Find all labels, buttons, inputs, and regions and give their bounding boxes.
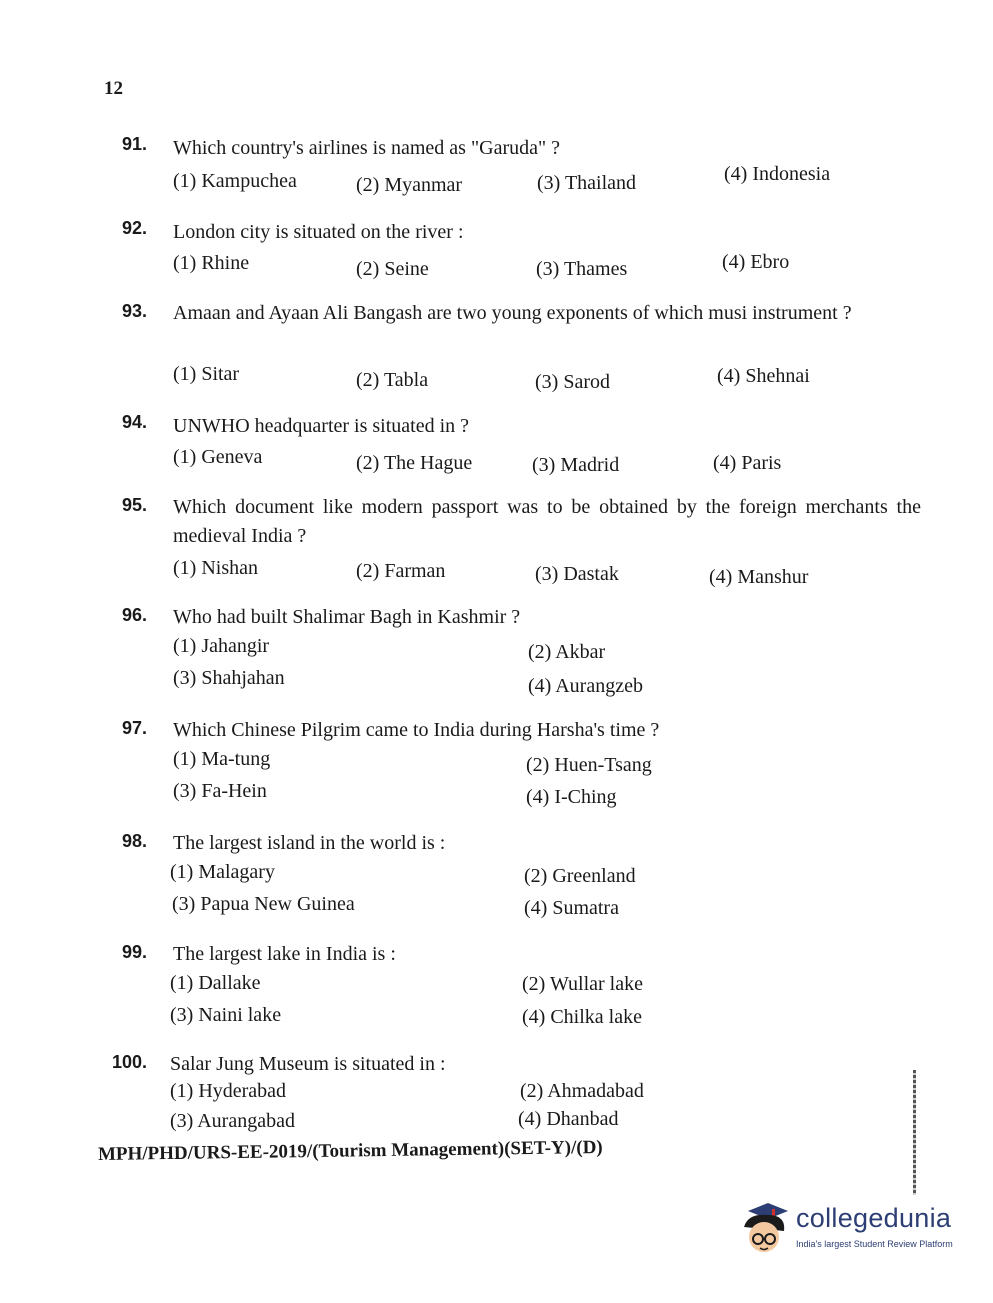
- brand-name: collegedunia: [796, 1203, 952, 1233]
- option-2: (2) The Hague: [356, 452, 473, 474]
- option-3: (3) Thailand: [537, 172, 637, 194]
- option-4: (4) I-Ching: [526, 786, 617, 808]
- option-2: (2) Myanmar: [356, 174, 463, 196]
- question-number: 92.: [122, 218, 148, 238]
- question-number: 94.: [122, 412, 148, 432]
- option-3: (3) Shahjahan: [173, 667, 285, 689]
- exam-code-footer: MPH/PHD/URS-EE-2019/(Tourism Management)(SET-Y)/(D): [97, 1136, 603, 1165]
- question-text: Which document like modern passport was to be obtained by the foreign merchants the medieval India ?: [173, 496, 921, 547]
- option-3: (3) Sarod: [535, 371, 610, 393]
- question-text: The largest island in the world is :: [173, 832, 446, 854]
- option-1: (1) Dallake: [170, 972, 261, 994]
- option-1: (1) Geneva: [173, 446, 263, 468]
- option-1: (1) Nishan: [173, 557, 258, 579]
- option-4: (4) Indonesia: [724, 163, 831, 185]
- option-2: (2) Akbar: [528, 641, 606, 663]
- scan-artifact: [913, 1070, 916, 1195]
- option-3: (3) Thames: [536, 258, 628, 280]
- option-3: (3) Naini lake: [170, 1004, 282, 1026]
- option-3: (3) Dastak: [535, 563, 619, 585]
- option-4: (4) Sumatra: [524, 897, 619, 919]
- option-1: (1) Rhine: [173, 252, 250, 274]
- option-4: (4) Aurangzeb: [528, 675, 643, 697]
- option-1: (1) Jahangir: [173, 635, 270, 657]
- option-4: (4) Dhanbad: [518, 1108, 619, 1130]
- option-2: (2) Huen-Tsang: [526, 754, 652, 776]
- option-1: (1) Malagary: [170, 861, 275, 883]
- question-number: 93.: [122, 301, 148, 321]
- option-1: (1) Sitar: [173, 363, 240, 385]
- question-text: UNWHO headquarter is situated in ?: [173, 415, 470, 437]
- brand-tagline: India's largest Student Review Platform: [796, 1239, 953, 1249]
- option-2: (2) Farman: [356, 560, 446, 582]
- option-1: (1) Kampuchea: [173, 170, 297, 192]
- option-3: (3) Fa-Hein: [173, 780, 267, 802]
- question-number: 91.: [122, 134, 148, 154]
- question-text: London city is situated on the river :: [173, 221, 464, 243]
- option-4: (4) Shehnai: [717, 365, 810, 387]
- option-4: (4) Chilka lake: [522, 1006, 642, 1028]
- option-4: (4) Paris: [713, 452, 782, 474]
- question-number: 96.: [122, 605, 148, 625]
- question-text: Which country's airlines is named as "Garuda" ?: [173, 137, 561, 159]
- option-3: (3) Papua New Guinea: [172, 893, 355, 915]
- option-2: (2) Greenland: [524, 865, 636, 887]
- question-number: 97.: [122, 718, 148, 738]
- option-1: (1) Hyderabad: [170, 1080, 287, 1102]
- option-3: (3) Aurangabad: [170, 1110, 295, 1132]
- option-4: (4) Ebro: [722, 251, 790, 273]
- question-number: 100.: [112, 1052, 148, 1072]
- option-2: (2) Wullar lake: [522, 973, 643, 995]
- option-3: (3) Madrid: [532, 454, 620, 476]
- question-text: The largest lake in India is :: [173, 943, 396, 965]
- question-text: Amaan and Ayaan Ali Bangash are two young exponents of which musi instrument ?: [173, 302, 852, 324]
- page-number: 12: [104, 78, 123, 99]
- question-text: Salar Jung Museum is situated in :: [170, 1053, 446, 1075]
- question-number: 99.: [122, 942, 148, 962]
- question-number: 95.: [122, 495, 148, 515]
- option-2: (2) Ahmadabad: [520, 1080, 644, 1102]
- option-4: (4) Manshur: [709, 566, 809, 588]
- option-2: (2) Tabla: [356, 369, 429, 391]
- option-2: (2) Seine: [356, 258, 429, 280]
- student-mascot-icon: [738, 1197, 796, 1257]
- question-text: Which Chinese Pilgrim came to India during Harsha's time ?: [173, 719, 660, 741]
- question-text: Who had built Shalimar Bagh in Kashmir ?: [173, 606, 521, 628]
- option-1: (1) Ma-tung: [173, 748, 271, 770]
- collegedunia-watermark: [738, 1197, 968, 1257]
- question-number: 98.: [122, 831, 148, 851]
